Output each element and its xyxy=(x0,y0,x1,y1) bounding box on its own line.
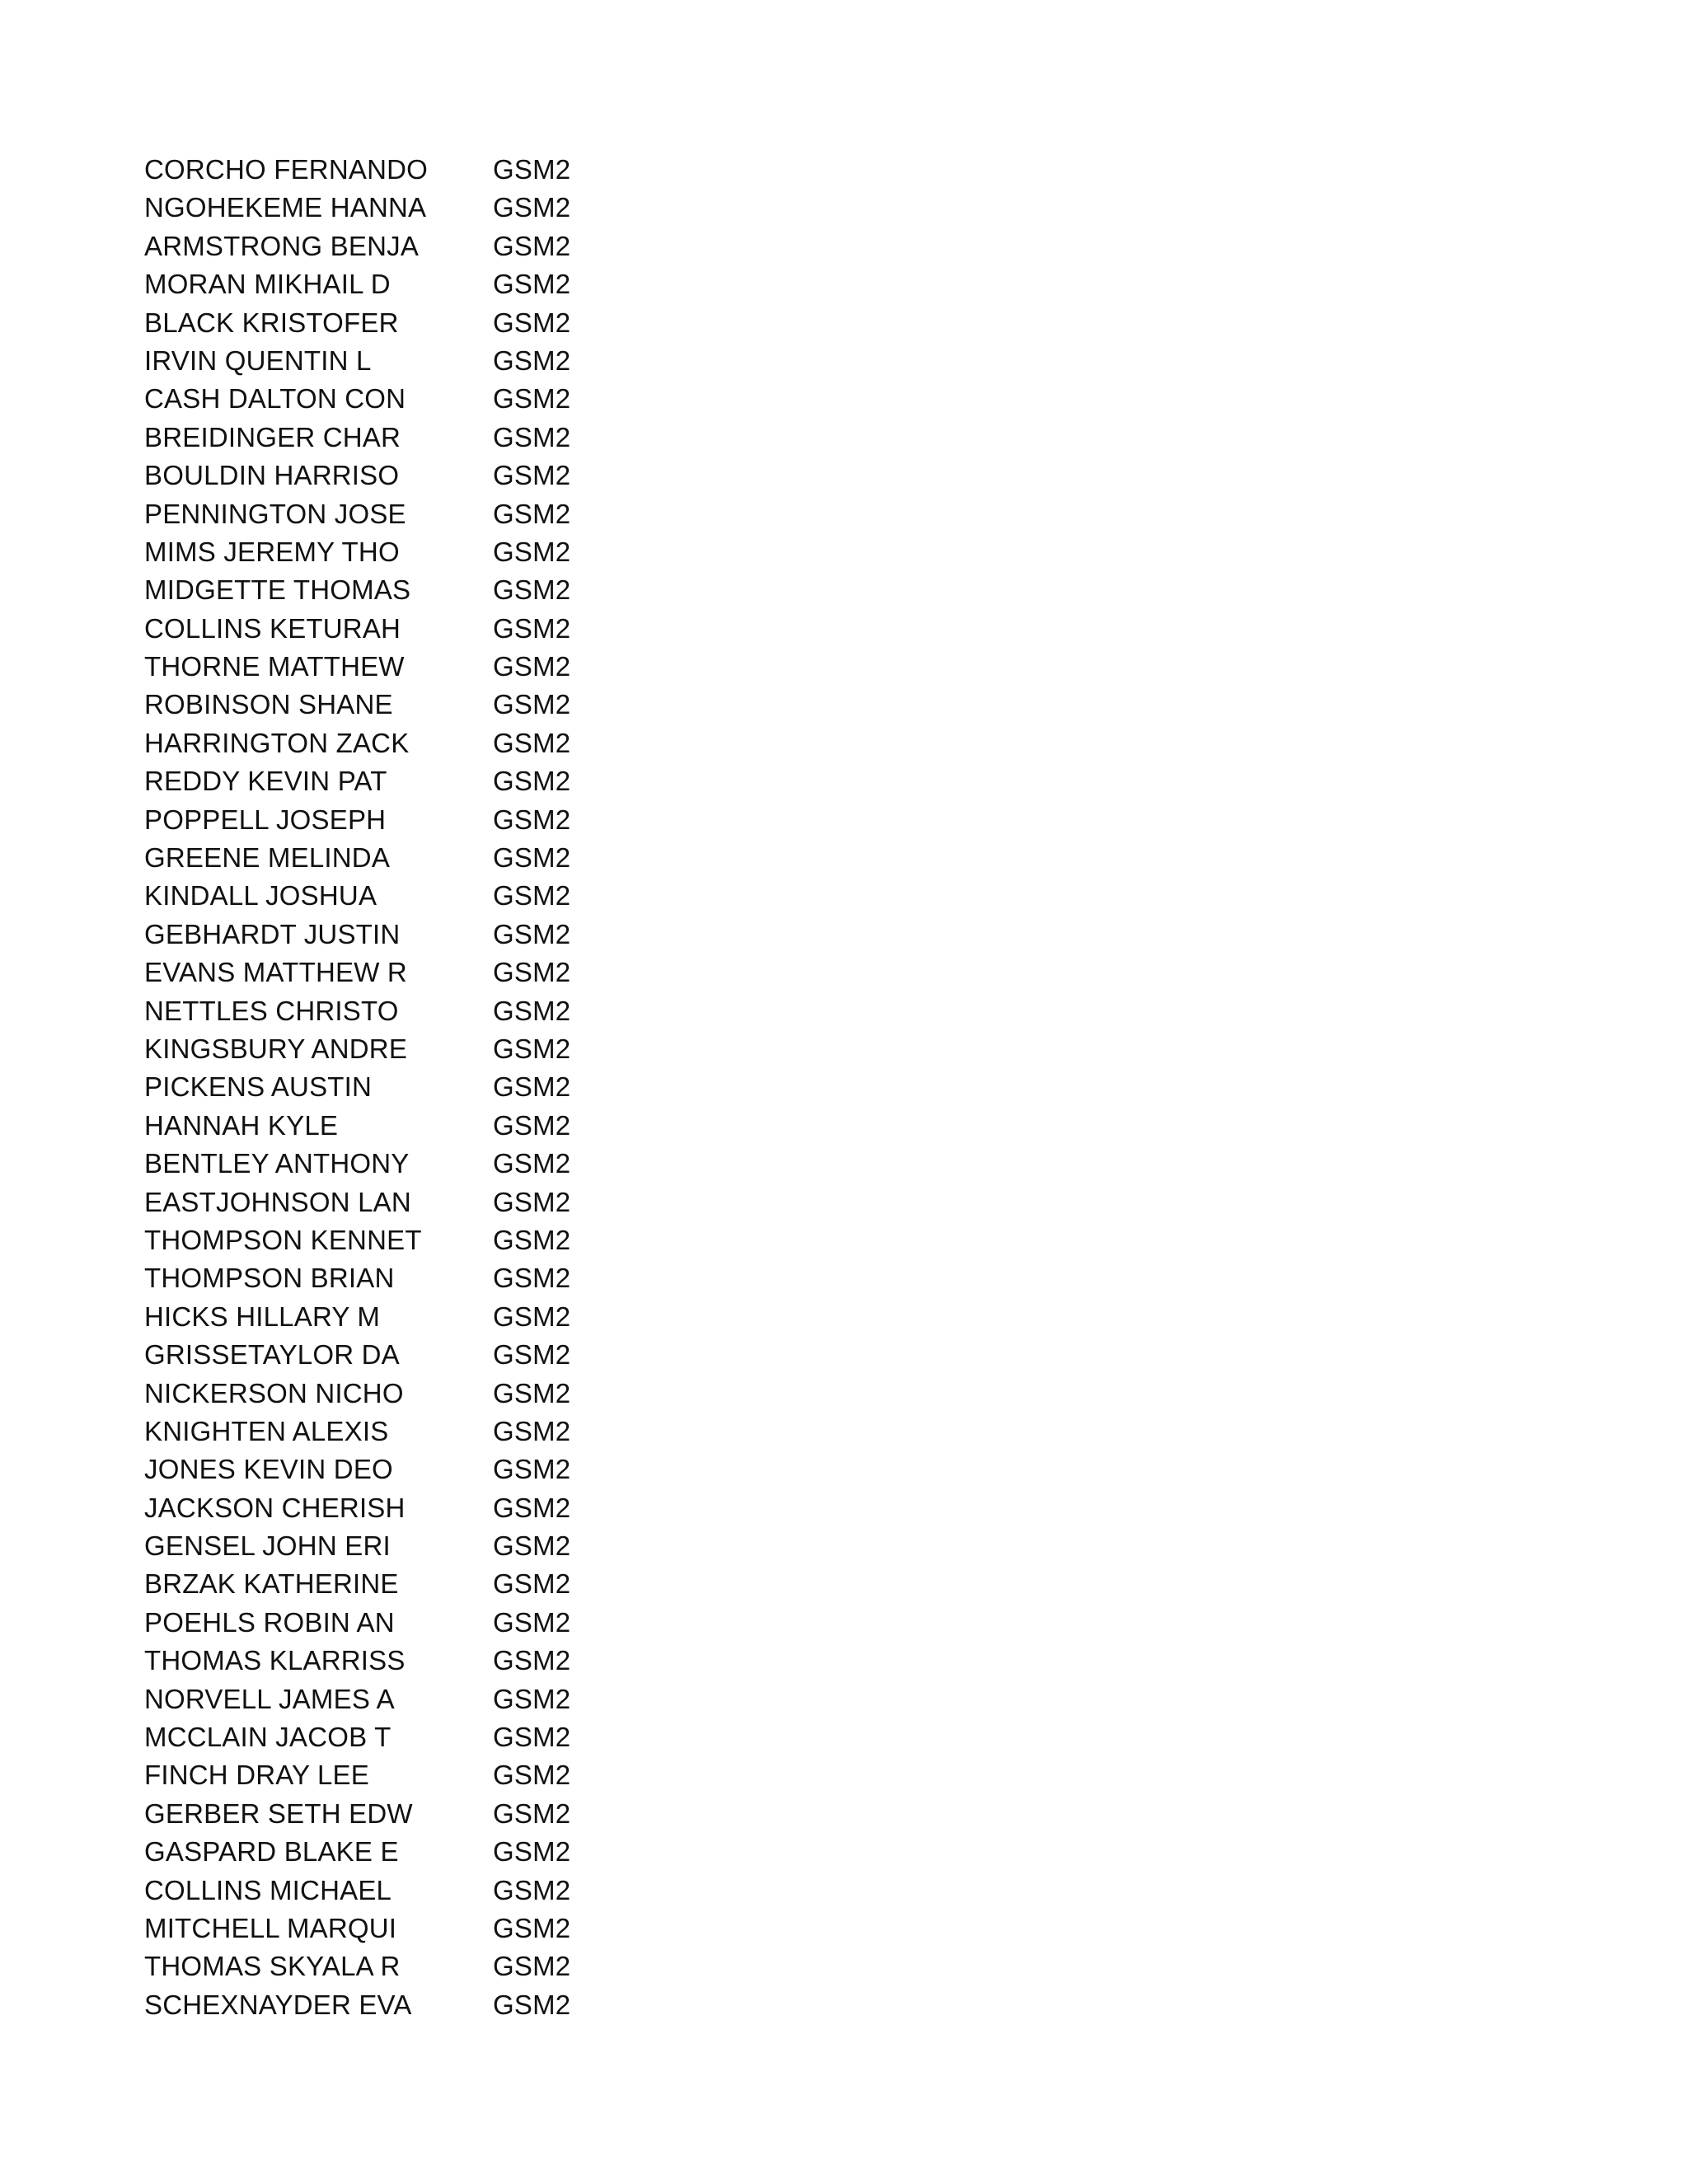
roster-row xyxy=(144,610,639,648)
roster-row xyxy=(144,1680,639,1718)
roster-row xyxy=(144,1642,639,1680)
person-name: NETTLES CHRISTO xyxy=(144,995,399,1026)
unit-code: GSM2 xyxy=(493,574,571,606)
roster-list xyxy=(144,151,639,2024)
unit-code: GSM2 xyxy=(493,1148,571,1179)
roster-row xyxy=(144,533,639,571)
unit-code: GSM2 xyxy=(493,230,571,261)
person-name: SCHEXNAYDER EVA xyxy=(144,1989,412,2020)
roster-row xyxy=(144,1833,639,1871)
roster-row xyxy=(144,724,639,762)
person-name: EVANS MATTHEW R xyxy=(144,957,407,988)
unit-code: GSM2 xyxy=(493,1530,571,1562)
roster-row xyxy=(144,1872,639,1910)
person-name: GASPARD BLAKE E xyxy=(144,1836,399,1868)
person-name: MITCHELL MARQUI xyxy=(144,1912,397,1943)
roster-row xyxy=(144,419,639,457)
roster-row xyxy=(144,1986,639,2024)
person-name: IRVIN QUENTIN L xyxy=(144,344,372,376)
person-name: THOMPSON KENNET xyxy=(144,1224,422,1255)
roster-row xyxy=(144,1107,639,1145)
person-name: THOMAS KLARRISS xyxy=(144,1645,406,1676)
unit-code: GSM2 xyxy=(493,766,571,797)
roster-row xyxy=(144,1375,639,1413)
unit-code: GSM2 xyxy=(493,1683,571,1714)
unit-code: GSM2 xyxy=(493,1454,571,1485)
roster-row xyxy=(144,1527,639,1565)
unit-code: GSM2 xyxy=(493,536,571,567)
unit-code: GSM2 xyxy=(493,804,571,835)
roster-row xyxy=(144,457,639,494)
person-name: NORVELL JAMES A xyxy=(144,1683,395,1714)
roster-row xyxy=(144,916,639,954)
person-name: HANNAH KYLE xyxy=(144,1109,339,1141)
person-name: REDDY KEVIN PAT xyxy=(144,766,387,797)
unit-code: GSM2 xyxy=(493,154,571,185)
roster-row xyxy=(144,1221,639,1259)
unit-code: GSM2 xyxy=(493,1224,571,1255)
person-name: HICKS HILLARY M xyxy=(144,1301,381,1332)
person-name: BLACK KRISTOFER xyxy=(144,307,399,338)
roster-row xyxy=(144,304,639,342)
roster-row xyxy=(144,1451,639,1488)
unit-code: GSM2 xyxy=(493,307,571,338)
person-name: JACKSON CHERISH xyxy=(144,1492,406,1523)
unit-code: GSM2 xyxy=(493,995,571,1026)
unit-code: GSM2 xyxy=(493,1760,571,1791)
unit-code: GSM2 xyxy=(493,727,571,758)
unit-code: GSM2 xyxy=(493,1377,571,1408)
unit-code: GSM2 xyxy=(493,1186,571,1217)
roster-row xyxy=(144,1145,639,1183)
unit-code: GSM2 xyxy=(493,1033,571,1064)
person-name: CASH DALTON CON xyxy=(144,383,406,415)
person-name: MCCLAIN JACOB T xyxy=(144,1722,392,1753)
roster-row xyxy=(144,227,639,265)
person-name: GERBER SETH EDW xyxy=(144,1797,413,1829)
person-name: ROBINSON SHANE xyxy=(144,689,393,720)
roster-row xyxy=(144,571,639,609)
person-name: BRZAK KATHERINE xyxy=(144,1568,399,1600)
roster-row xyxy=(144,495,639,533)
unit-code: GSM2 xyxy=(493,612,571,644)
unit-code: GSM2 xyxy=(493,651,571,682)
person-name: COLLINS KETURAH xyxy=(144,612,401,644)
person-name: THOMPSON BRIAN xyxy=(144,1263,395,1294)
roster-row xyxy=(144,1068,639,1106)
person-name: ARMSTRONG BENJA xyxy=(144,230,420,261)
person-name: NICKERSON NICHO xyxy=(144,1377,404,1408)
roster-row xyxy=(144,648,639,686)
unit-code: GSM2 xyxy=(493,1836,571,1868)
person-name: GENSEL JOHN ERI xyxy=(144,1530,391,1562)
roster-row xyxy=(144,1259,639,1297)
roster-row xyxy=(144,1718,639,1756)
unit-code: GSM2 xyxy=(493,1301,571,1332)
person-name: COLLINS MICHAEL xyxy=(144,1874,392,1905)
roster-row xyxy=(144,1565,639,1603)
unit-code: GSM2 xyxy=(493,1722,571,1753)
person-name: POEHLS ROBIN AN xyxy=(144,1606,395,1638)
unit-code: GSM2 xyxy=(493,1109,571,1141)
person-name: NGOHEKEME HANNA xyxy=(144,192,427,223)
person-name: KNIGHTEN ALEXIS xyxy=(144,1415,389,1446)
person-name: EASTJOHNSON LAN xyxy=(144,1186,411,1217)
roster-row xyxy=(144,1604,639,1642)
person-name: POPPELL JOSEPH xyxy=(144,804,387,835)
roster-row xyxy=(144,189,639,227)
person-name: BREIDINGER CHAR xyxy=(144,421,401,452)
unit-code: GSM2 xyxy=(493,1263,571,1294)
unit-code: GSM2 xyxy=(493,269,571,300)
unit-code: GSM2 xyxy=(493,383,571,415)
unit-code: GSM2 xyxy=(493,689,571,720)
unit-code: GSM2 xyxy=(493,1568,571,1600)
unit-code: GSM2 xyxy=(493,1645,571,1676)
roster-row xyxy=(144,801,639,839)
roster-row xyxy=(144,1795,639,1833)
unit-code: GSM2 xyxy=(493,1606,571,1638)
person-name: MIDGETTE THOMAS xyxy=(144,574,411,606)
unit-code: GSM2 xyxy=(493,880,571,912)
person-name: MIMS JEREMY THO xyxy=(144,536,400,567)
unit-code: GSM2 xyxy=(493,1797,571,1829)
unit-code: GSM2 xyxy=(493,1339,571,1371)
unit-code: GSM2 xyxy=(493,421,571,452)
unit-code: GSM2 xyxy=(493,1989,571,2020)
roster-row xyxy=(144,1910,639,1947)
roster-row xyxy=(144,954,639,991)
roster-row xyxy=(144,1298,639,1336)
roster-row xyxy=(144,839,639,877)
person-name: PENNINGTON JOSE xyxy=(144,498,406,529)
person-name: KINDALL JOSHUA xyxy=(144,880,377,912)
person-name: THOMAS SKYALA R xyxy=(144,1951,401,1982)
unit-code: GSM2 xyxy=(493,1492,571,1523)
person-name: KINGSBURY ANDRE xyxy=(144,1033,408,1064)
person-name: HARRINGTON ZACK xyxy=(144,727,410,758)
roster-row xyxy=(144,380,639,418)
unit-code: GSM2 xyxy=(493,842,571,874)
unit-code: GSM2 xyxy=(493,498,571,529)
unit-code: GSM2 xyxy=(493,1415,571,1446)
roster-row xyxy=(144,1336,639,1374)
roster-row xyxy=(144,762,639,800)
person-name: BOULDIN HARRISO xyxy=(144,460,400,491)
unit-code: GSM2 xyxy=(493,957,571,988)
person-name: PICKENS AUSTIN xyxy=(144,1071,373,1103)
person-name: GRISSETAYLOR DA xyxy=(144,1339,400,1371)
roster-row xyxy=(144,877,639,915)
person-name: GREENE MELINDA xyxy=(144,842,391,874)
unit-code: GSM2 xyxy=(493,1874,571,1905)
person-name: BENTLEY ANTHONY xyxy=(144,1148,410,1179)
roster-row xyxy=(144,1947,639,1985)
unit-code: GSM2 xyxy=(493,344,571,376)
person-name: GEBHARDT JUSTIN xyxy=(144,918,401,949)
person-name: MORAN MIKHAIL D xyxy=(144,269,391,300)
unit-code: GSM2 xyxy=(493,1951,571,1982)
roster-row xyxy=(144,1183,639,1221)
roster-row xyxy=(144,265,639,303)
roster-row xyxy=(144,1030,639,1068)
person-name: CORCHO FERNANDO xyxy=(144,154,429,185)
roster-row xyxy=(144,1489,639,1527)
person-name: THORNE MATTHEW xyxy=(144,651,405,682)
person-name: FINCH DRAY LEE xyxy=(144,1760,369,1791)
unit-code: GSM2 xyxy=(493,192,571,223)
roster-row xyxy=(144,151,639,189)
roster-row xyxy=(144,992,639,1030)
unit-code: GSM2 xyxy=(493,1912,571,1943)
unit-code: GSM2 xyxy=(493,460,571,491)
unit-code: GSM2 xyxy=(493,918,571,949)
roster-row xyxy=(144,1756,639,1794)
roster-row xyxy=(144,686,639,724)
unit-code: GSM2 xyxy=(493,1071,571,1103)
person-name: JONES KEVIN DEO xyxy=(144,1454,393,1485)
roster-row xyxy=(144,1413,639,1451)
roster-row xyxy=(144,342,639,380)
